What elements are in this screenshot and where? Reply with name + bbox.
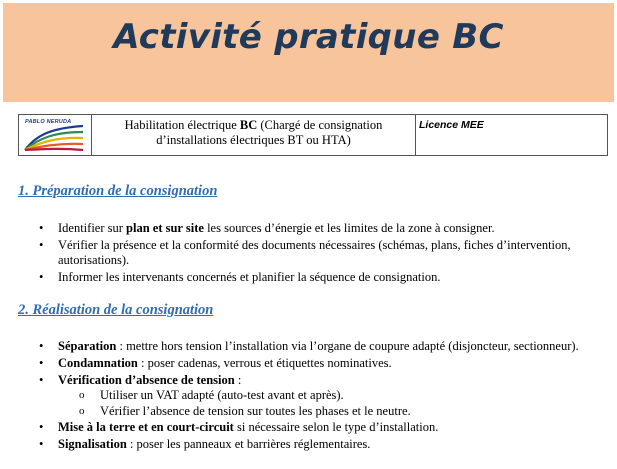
list-item: • Séparation : mettre hors tension l’installation via l’organe de coupure adapté (disjoncteur, sectionneur). [39, 339, 579, 353]
list-item: • Identifier sur plan et sur site les sources d’énergie et les limites de la zone à consigner. [39, 221, 495, 235]
habilitation-description: (Chargé de consignation d’installations électriques BT ou HTA) [156, 118, 383, 147]
sub-list-item: o Utiliser un VAT adapté (auto-test avant et après). [79, 387, 344, 402]
page-title: Activité pratique BC [113, 17, 504, 57]
bullet-icon: • [39, 237, 44, 252]
bullet-icon: • [39, 420, 44, 435]
section2-title: 2. Réalisation de la consignation [18, 302, 214, 318]
logo-cell [19, 115, 92, 156]
list-item: • Informer les intervenants concernés et planifier la séquence de consignation. [39, 269, 441, 284]
logo-waves-icon [23, 124, 85, 152]
habilitation-prefix: Habilitation électrique [124, 118, 240, 132]
school-logo-icon [19, 115, 91, 155]
section1-list [36, 221, 596, 286]
circle-bullet-icon: o [79, 388, 85, 401]
circle-bullet-icon: o [79, 404, 85, 417]
licence-cell: Licence MEE [416, 115, 608, 156]
title-banner [3, 3, 614, 102]
bullet-icon: • [39, 221, 44, 235]
list-item: • Mise à la terre et en court-circuit si nécessaire selon le type d’installation. [39, 420, 439, 435]
list-item: • Signalisation : poser les panneaux et barrières réglementaires. [39, 437, 371, 452]
section2-list [36, 339, 596, 454]
sub-list-item: o Vérifier l’absence de tension sur toutes les phases et le neutre. [79, 403, 411, 418]
bullet-icon: • [39, 339, 44, 353]
sub-list [58, 388, 596, 419]
list-item: • Condamnation : poser cadenas, verrous et étiquettes nominatives. [39, 355, 392, 370]
bullet-icon: • [39, 437, 44, 452]
header-table [18, 114, 608, 156]
bullet-icon: • [39, 269, 44, 284]
logo-text: PABLO NERUDA [25, 119, 72, 125]
bullet-icon: • [39, 372, 44, 387]
list-item: • Vérifier la présence et la conformité des documents nécessaires (schémas, plans, fiches d’intervention, autorisations). [39, 237, 571, 267]
section1-title: 1. Préparation de la consignation [18, 183, 218, 199]
habilitation-cell [92, 115, 416, 156]
habilitation-code: BC [239, 118, 258, 132]
list-item: • Vérification d’absence de tension : o Utiliser un VAT adapté (auto-test avant et après). o Vérifier l’absence de tension sur toutes les phases et le neutre. [36, 373, 596, 419]
bullet-icon: • [39, 355, 44, 370]
